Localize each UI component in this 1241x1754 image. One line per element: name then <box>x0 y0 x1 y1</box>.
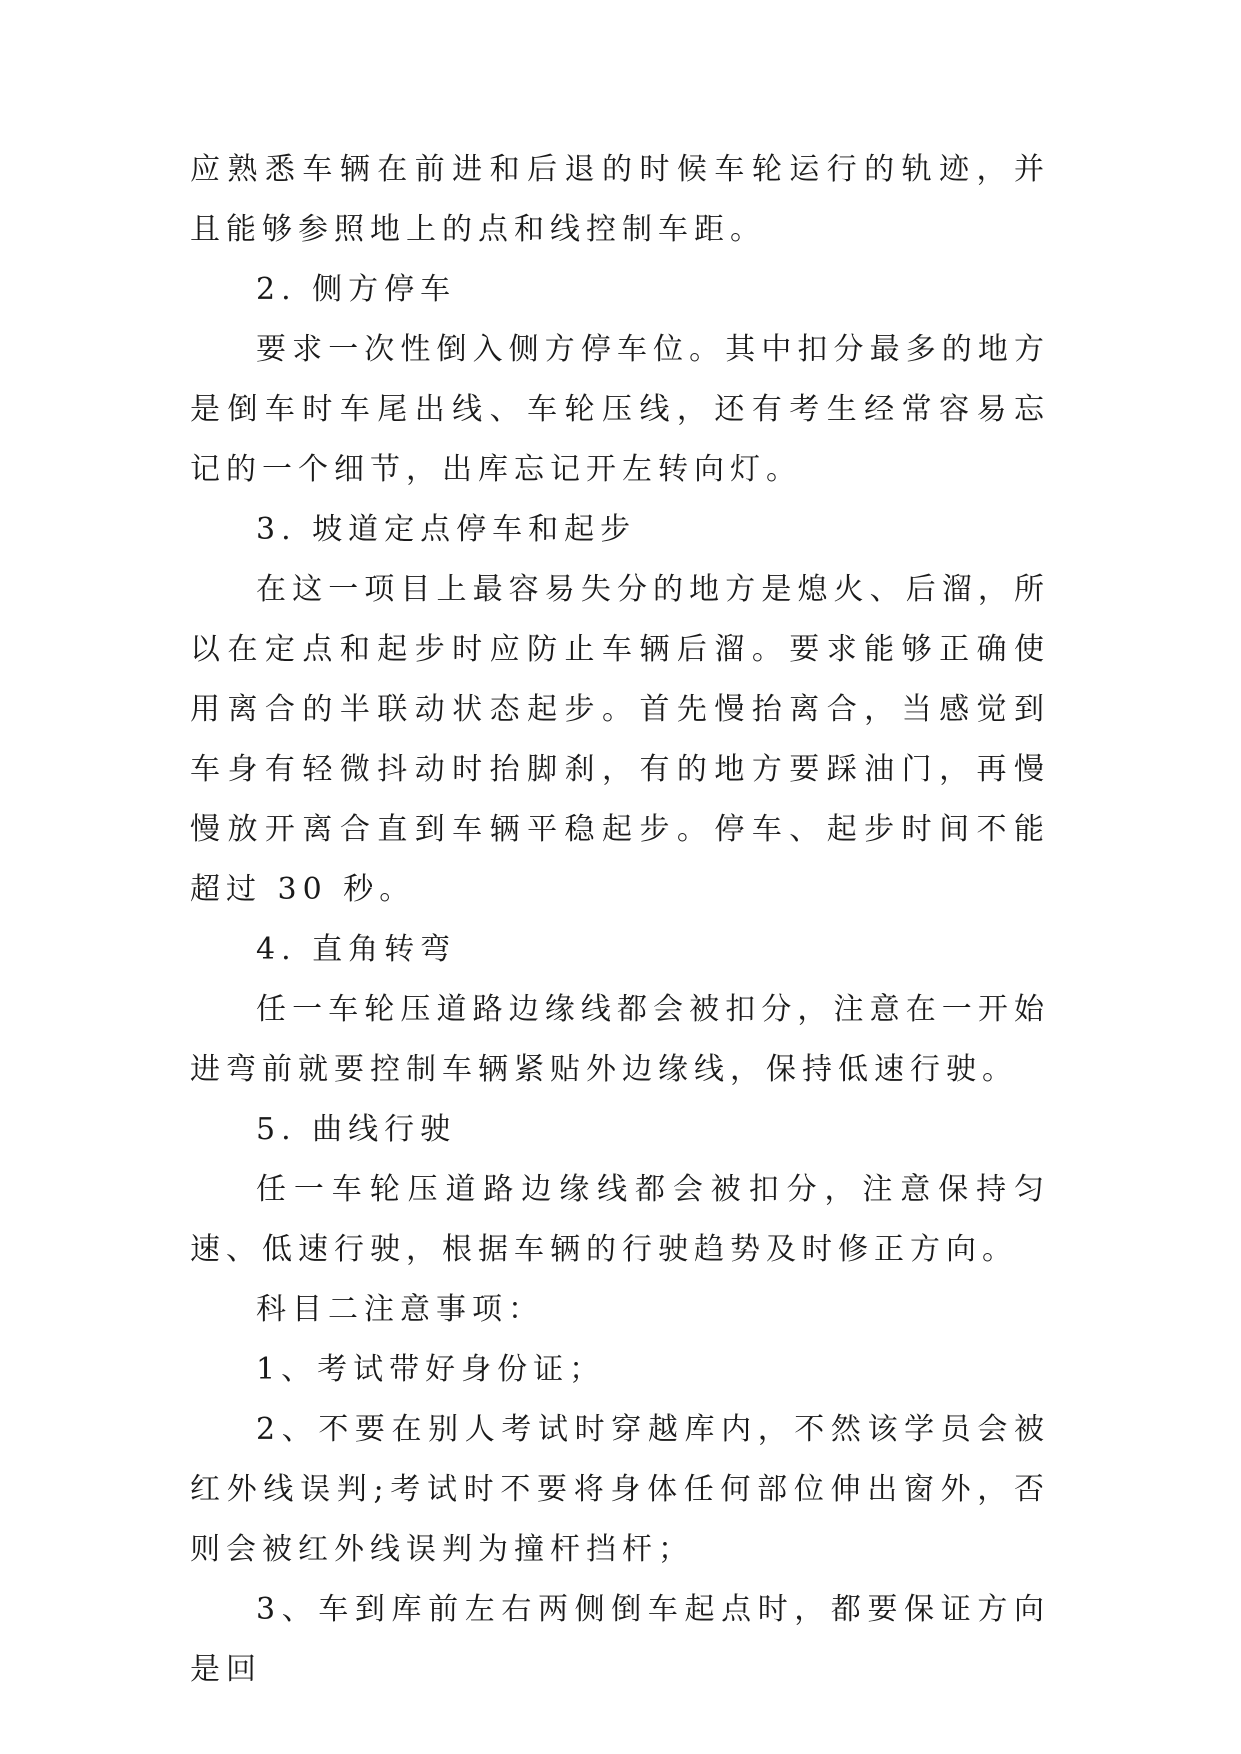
note-item-1: 1、考试带好身份证； <box>256 1352 606 1387</box>
section-heading-side-parking: 2. 侧方停车 <box>256 272 457 307</box>
section-heading-curve-driving: 5. 曲线行驶 <box>256 1112 457 1147</box>
note-item-2: 2、不要在别人考试时穿越库内，不然该学员会被红外线误判;考试时不要将身体任何部位伸出窗外，否则会被红外线误判为撞杆挡杆； <box>190 1412 1050 1567</box>
document-page <box>190 140 1050 1700</box>
section-heading-right-angle-turn: 4. 直角转弯 <box>256 932 457 967</box>
note-item-3: 3、车到库前左右两侧倒车起点时，都要保证方向是回 <box>190 1592 1050 1687</box>
section-heading-notes: 科目二注意事项： <box>256 1292 544 1327</box>
section-heading-slope-stop: 3. 坡道定点停车和起步 <box>256 512 637 547</box>
paragraph-curve-driving: 任一车轮压道路边缘线都会被扣分，注意保持匀速、低速行驶，根据车辆的行驶趋势及时修正方向。 <box>190 1172 1050 1267</box>
paragraph-right-angle-turn: 任一车轮压道路边缘线都会被扣分，注意在一开始进弯前就要控制车辆紧贴外边缘线，保持低速行驶。 <box>190 992 1050 1087</box>
paragraph-slope-stop: 在这一项目上最容易失分的地方是熄火、后溜，所以在定点和起步时应防止车辆后溜。要求能够正确使用离合的半联动状态起步。首先慢抬离合，当感觉到车身有轻微抖动时抬脚刹，有的地方要踩油门，再慢慢放开离合直到车辆平稳起步。停车、起步时间不能超过 30 秒。 <box>190 572 1050 907</box>
paragraph-side-parking: 要求一次性倒入侧方停车位。其中扣分最多的地方是倒车时车尾出线、车轮压线，还有考生经常容易忘记的一个细节，出库忘记开左转向灯。 <box>190 332 1050 487</box>
paragraph-continued: 应熟悉车辆在前进和后退的时候车轮运行的轨迹，并且能够参照地上的点和线控制车距。 <box>190 152 1050 247</box>
